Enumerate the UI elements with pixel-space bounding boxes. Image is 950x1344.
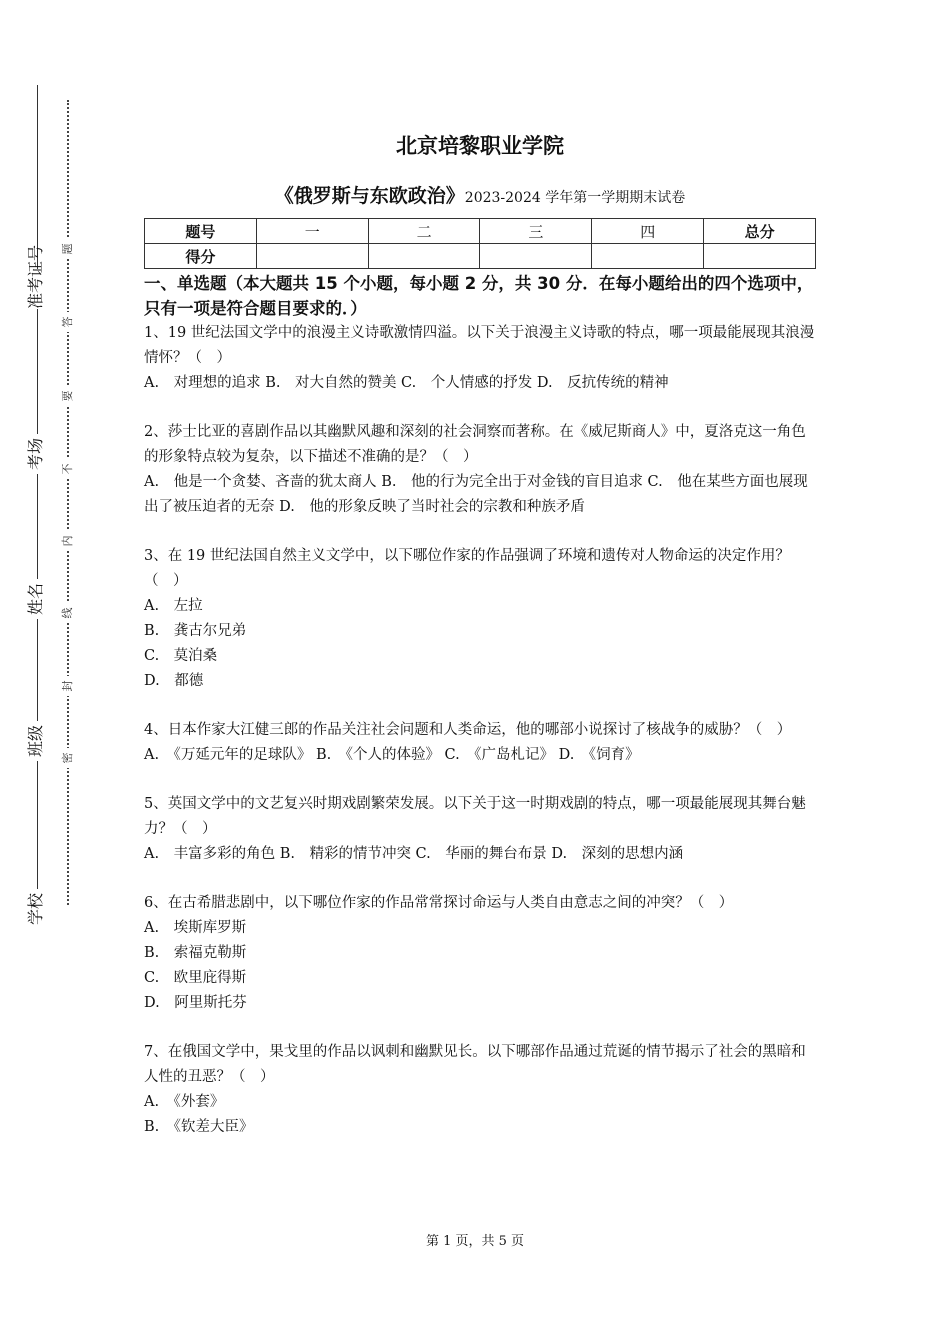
score-cell [704, 244, 816, 269]
score-table-score-row [145, 244, 816, 269]
course-title: 《俄罗斯与东欧政治》 [274, 185, 465, 207]
question-stem: 6、在古希腊悲剧中，以下哪位作家的作品常常探讨命运与人类自由意志之间的冲突？（ ） [144, 895, 734, 911]
question-option: A. 他是一个贪婪、吝啬的犹太商人 B. 他的行为完全出于对金钱的盲目追求 C. 他在某些方面也展现出了被压迫者的无奈 D. 他的形象反映了当时社会的宗教和种族矛盾 [144, 474, 808, 515]
label-school: 学校 [27, 889, 45, 929]
score-header-cell: 题号 [145, 219, 257, 244]
question-4 [144, 718, 816, 768]
question-option: D. 阿里斯托芬 [144, 995, 247, 1011]
page-footer: 第 1 页，共 5 页 [425, 1234, 525, 1249]
dotted-word: 内 [62, 531, 74, 551]
binding-dotted-line [67, 100, 69, 905]
label-class: 班级 [27, 721, 45, 761]
question-list [144, 321, 816, 1140]
question-option: B. 龚古尔兄弟 [144, 623, 247, 639]
label-name: 姓名 [27, 579, 45, 619]
question-option: A. 左拉 [144, 598, 203, 614]
question-option: C. 莫泊桑 [144, 648, 218, 664]
binding-solid-line [37, 85, 38, 925]
question-stem: 5、英国文学中的文艺复兴时期戏剧繁荣发展。以下关于这一时期戏剧的特点，哪一项最能展现其舞台魅力？（ ） [144, 796, 806, 837]
dotted-word: 线 [62, 603, 74, 623]
question-option: B. 索福克勒斯 [144, 945, 247, 961]
question-stem: 4、日本作家大江健三郎的作品关注社会问题和人类命运，他的哪部小说探讨了核战争的威胁？（ ） [144, 722, 792, 738]
score-header-cell: 四 [592, 219, 704, 244]
score-cell [480, 244, 592, 269]
question-option: A. 丰富多彩的角色 B. 精彩的情节冲突 C. 华丽的舞台布景 D. 深刻的思想内涵 [144, 846, 684, 862]
question-option: A. 对理想的追求 B. 对大自然的赞美 C. 个人情感的抒发 D. 反抗传统的精神 [144, 375, 669, 391]
question-stem: 1、19 世纪法国文学中的浪漫主义诗歌激情四溢。以下关于浪漫主义诗歌的特点，哪一项最能展现其浪漫情怀？（ ） [144, 325, 815, 366]
exam-subtitle [144, 180, 816, 212]
dotted-word: 不 [62, 459, 74, 479]
dotted-word: 答 [62, 312, 74, 332]
question-option: B. 《钦差大臣》 [144, 1119, 254, 1135]
label-exam-room: 考场 [27, 434, 45, 474]
question-3 [144, 544, 816, 694]
question-stem: 3、在 19 世纪法国自然主义文学中，以下哪位作家的作品强调了环境和遗传对人物命运的决定作用？（ ） [144, 548, 790, 589]
question-1 [144, 321, 816, 396]
question-5 [144, 792, 816, 867]
question-6 [144, 891, 816, 1016]
question-option: A. 《外套》 [144, 1094, 225, 1110]
score-header-cell: 一 [256, 219, 368, 244]
question-7 [144, 1040, 816, 1140]
question-option: A. 《万延元年的足球队》 B. 《个人的体验》 C. 《广岛札记》 D. 《饲育》 [144, 747, 640, 763]
term-text: 2023-2024 学年第一学期期末试卷 [464, 190, 686, 206]
score-header-cell: 二 [368, 219, 480, 244]
question-option: A. 埃斯库罗斯 [144, 920, 247, 936]
dotted-word: 题 [62, 239, 74, 259]
section-title: 一、单选题（本大题共 15 个小题，每小题 2 分，共 30 分．在每小题给出的四个选项中，只有一项是符合题目要求的．） [144, 274, 814, 318]
exam-content [144, 128, 816, 1140]
question-stem: 2、莎士比亚的喜剧作品以其幽默风趣和深刻的社会洞察而著称。在《威尼斯商人》中，夏洛克这一角色的形象特点较为复杂，以下描述不准确的是？（ ） [144, 424, 806, 465]
question-option: C. 欧里庇得斯 [144, 970, 247, 986]
question-2 [144, 420, 816, 520]
dotted-word: 密 [62, 748, 74, 768]
score-cell [592, 244, 704, 269]
score-header-cell: 三 [480, 219, 592, 244]
label-exam-number: 准考证号 [26, 244, 45, 309]
score-label-cell: 得分 [145, 244, 257, 269]
score-table [144, 218, 816, 269]
binding-margin [0, 0, 90, 1344]
score-cell [368, 244, 480, 269]
dotted-word: 要 [62, 386, 74, 406]
dotted-word: 封 [62, 676, 74, 696]
score-header-cell: 总分 [704, 219, 816, 244]
school-title: 北京培黎职业学院 [396, 134, 564, 158]
question-option: D. 都德 [144, 673, 204, 689]
score-cell [256, 244, 368, 269]
question-stem: 7、在俄国文学中，果戈里的作品以讽刺和幽默见长。以下哪部作品通过荒诞的情节揭示了社会的黑暗和人性的丑恶？（ ） [144, 1044, 806, 1085]
score-table-header-row [145, 219, 816, 244]
